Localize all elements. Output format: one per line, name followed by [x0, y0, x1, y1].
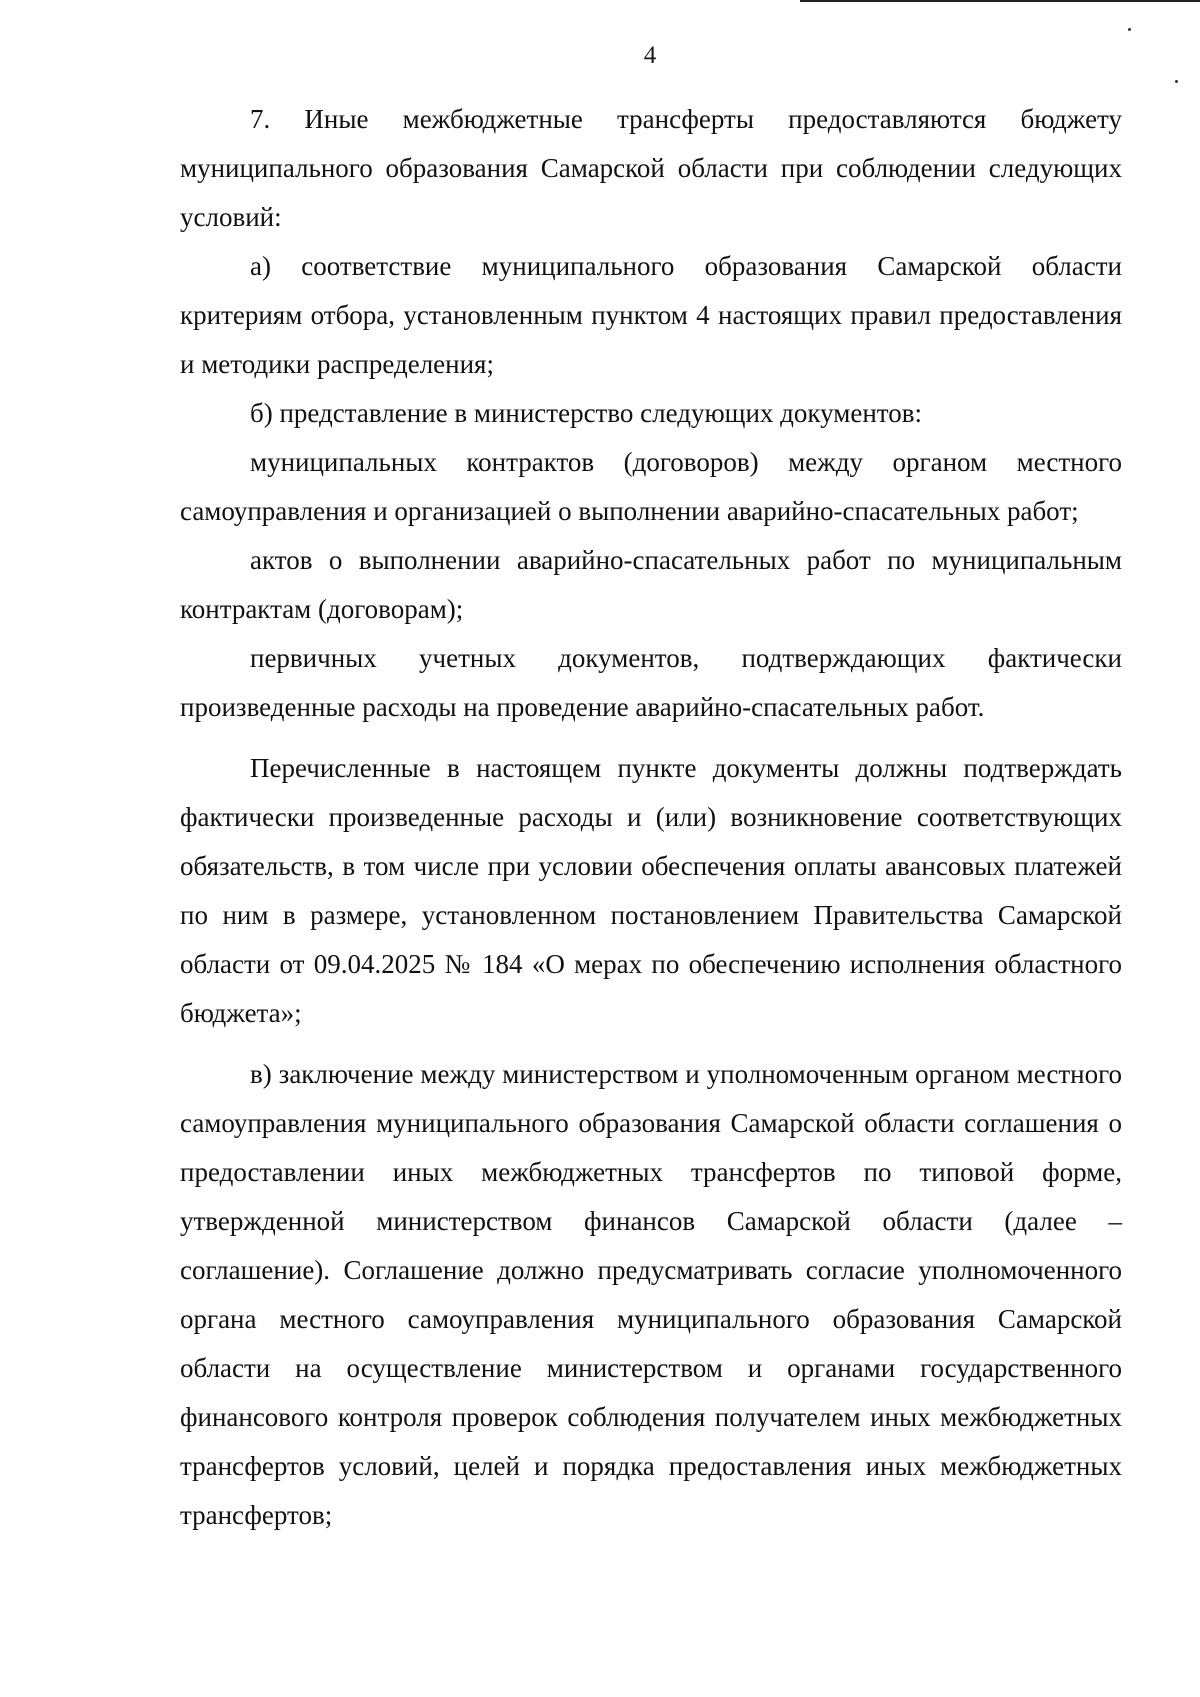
paragraph-7: 7. Иные межбюджетные трансферты предоставляются бюджету муниципального образования Самарской области при соблюдении следующих условий: [180, 104, 1122, 232]
paragraph-v: в) заключение между министерством и уполномоченным органом местного самоуправления муниципального образования Самарской области соглашения о предоставлении иных межбюджетных трансфертов по типовой форме, утвержденной министерством финансов Самарской области (далее – соглашение). Соглашение должно предусматривать согласие уполномоченного органа местного самоуправления муниципального образования Самарской области на осуществление министерством и органами государственного финансового контроля проверок соблюдения получателем иных межбюджетных трансфертов условий, целей и порядка предоставления иных межбюджетных трансфертов; [180, 1059, 1122, 1530]
scan-top-rule [800, 0, 1200, 2]
paragraph-contracts: муниципальных контрактов (договоров) между органом местного самоуправления и организацией о выполнении аварийно-спасательных работ; [180, 447, 1122, 526]
paragraph-acts: актов о выполнении аварийно-спасательных работ по муниципальным контрактам (договорам); [180, 545, 1122, 624]
scan-speck [1175, 80, 1178, 83]
document-body [180, 95, 1122, 1540]
paragraph-primary-documents: первичных учетных документов, подтверждающих фактически произведенные расходы на проведение аварийно-спасательных работ. [180, 643, 1122, 722]
page-number: 4 [643, 42, 657, 69]
scan-speck [1128, 28, 1131, 31]
paragraph-b: б) представление в министерство следующих документов: [250, 398, 922, 428]
paragraph-listed-documents: Перечисленные в настоящем пункте документы должны подтверждать фактически произведенные расходы и (или) возникновение соответствующих обязательств, в том числе при условии обеспечения оплаты авансовых платежей по ним в размере, установленном постановлением Правительства Самарской области от 09.04.2025 № 184 «О мерах по обеспечению исполнения областного бюджета»; [180, 753, 1122, 1028]
paragraph-a: а) соответствие муниципального образования Самарской области критериям отбора, установленным пунктом 4 настоящих правил предоставления и методики распределения; [180, 251, 1122, 379]
